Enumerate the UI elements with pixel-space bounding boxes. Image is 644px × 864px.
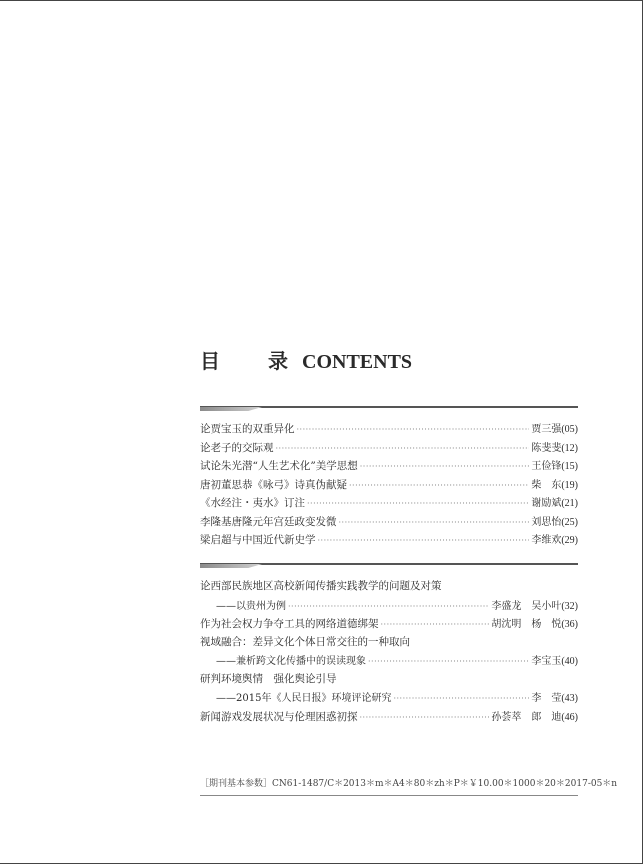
leader-dots	[276, 444, 530, 453]
section1-divider	[200, 406, 578, 408]
title-english: CONTENTS	[302, 351, 413, 373]
toc-entry[interactable]	[200, 420, 578, 439]
entry-author: 孙荟萃 郎 迪	[491, 711, 562, 723]
entry-title: 唐初董思恭《咏弓》诗真伪献疑	[200, 478, 347, 491]
toc-entry-title-line[interactable]	[200, 671, 578, 690]
entry-author: 胡沈明 杨 悦	[491, 619, 562, 630]
page-title	[200, 345, 412, 374]
toc-entry[interactable]	[200, 476, 578, 495]
toc-entry-title-line[interactable]	[200, 634, 578, 653]
toc-entry[interactable]	[200, 457, 578, 476]
toc-entry-title-line[interactable]	[200, 578, 578, 597]
entry-page: (36)	[561, 619, 578, 630]
leader-dots	[381, 620, 490, 629]
entry-page: (15)	[561, 461, 578, 472]
entry-author: 陈斐斐	[531, 442, 562, 454]
leader-dots	[339, 518, 530, 527]
toc-entry[interactable]	[200, 597, 578, 616]
leader-dots	[288, 602, 489, 611]
leader-dots	[360, 462, 530, 471]
entry-page: (25)	[561, 516, 578, 528]
entry-title: 新闻游戏发展状况与伦理困惑初探	[200, 710, 358, 723]
entry-title: 论西部民族地区高校新闻传播实践教学的问题及对策	[200, 580, 442, 592]
entry-title: 研判环境舆情 强化舆论引导	[200, 672, 337, 685]
entry-title: 李隆基唐隆元年宫廷政变发微	[200, 515, 337, 528]
entry-subtitle: ——兼析跨文化传播中的误读现象	[216, 656, 366, 667]
entry-author: 李维欢	[531, 535, 562, 546]
footer-divider	[200, 795, 578, 796]
entry-author: 王俭锋	[531, 461, 562, 472]
toc-entry[interactable]	[200, 689, 578, 708]
entry-author: 李 莹	[531, 693, 562, 704]
entry-title: 作为社会权力争夺工具的网络道德绑架	[200, 618, 379, 630]
entry-page: (21)	[561, 498, 578, 509]
entry-title: 《水经注・夷水》订注	[200, 497, 305, 509]
section2-divider	[200, 563, 578, 565]
entry-title: 梁启超与中国近代新史学	[200, 534, 316, 546]
toc-entry[interactable]	[200, 494, 578, 513]
entry-title: 试论朱光潜“人生艺术化”美学思想	[200, 460, 358, 472]
entry-title: 视域融合：差异文化个体日常交往的一种取向	[200, 635, 410, 648]
entry-author: 刘思怡	[531, 516, 562, 528]
toc-entry[interactable]	[200, 439, 578, 458]
entry-page: (46)	[561, 711, 578, 723]
toc-entry[interactable]	[200, 513, 578, 532]
entry-page: (40)	[561, 656, 578, 667]
toc-entry[interactable]	[200, 652, 578, 671]
entry-page: (12)	[561, 442, 578, 454]
entry-page: (29)	[561, 535, 578, 546]
entry-title: 论贾宝玉的双重异化	[200, 423, 295, 435]
toc-entry[interactable]	[200, 708, 578, 727]
entry-author: 谢励斌	[531, 498, 562, 509]
entry-subtitle: ——以贵州为例	[216, 600, 286, 612]
toc-section-1	[200, 420, 578, 550]
entry-page: (32)	[561, 600, 578, 612]
leader-dots	[360, 713, 490, 722]
leader-dots	[297, 425, 530, 434]
toc-entry[interactable]	[200, 531, 578, 550]
toc-entry[interactable]	[200, 615, 578, 634]
journal-parameters: ［期刊基本参数］CN61-1487/C＊2013＊m＊A4＊80＊zh＊P＊￥10.00＊1000＊20＊2017-05＊n	[200, 779, 618, 789]
leader-dots	[393, 694, 529, 703]
leader-dots	[349, 481, 529, 490]
entry-page: (05)	[561, 424, 578, 435]
toc-section-2	[200, 578, 578, 726]
leader-dots	[307, 499, 529, 508]
entry-author: 贾三强	[531, 424, 562, 435]
entry-subtitle: ——2015年《人民日报》环境评论研究	[216, 693, 392, 704]
entry-page: (43)	[561, 693, 578, 704]
entry-author: 李盛龙 吴小叶	[491, 600, 562, 612]
entry-page: (19)	[561, 479, 578, 491]
entry-author: 柴 东	[531, 479, 562, 491]
entry-author: 李宝玉	[531, 656, 562, 667]
leader-dots	[368, 657, 529, 666]
title-chinese: 目 录	[200, 349, 302, 373]
leader-dots	[318, 536, 530, 545]
entry-title: 论老子的交际观	[200, 441, 274, 454]
